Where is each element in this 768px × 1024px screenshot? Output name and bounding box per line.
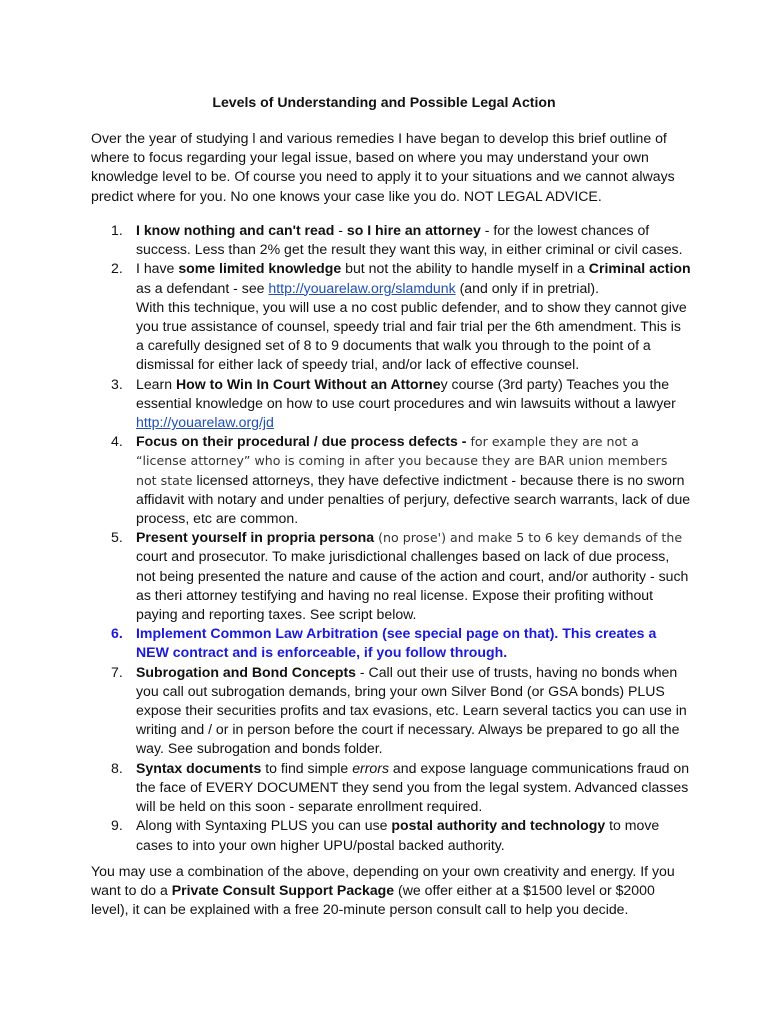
item-heading: How to Win In Court Without an Attorne — [175, 375, 441, 392]
list-number: 6. — [111, 625, 123, 642]
item-light-text: for example they are not a “license attorney” who is coming in after you because they are BAR union members not state — [136, 434, 668, 488]
list-item: 1. I know nothing and can't read - so I hire an attorney - for the lowest chances of success. Less than 2% get the result they want this way, in either criminal or civil cases. — [111, 222, 683, 258]
item-text: to move cases to into your own higher UPU/postal backed authority. — [136, 817, 660, 853]
item-heading: Subrogation and Bond Concepts — [136, 663, 357, 680]
item-paragraph: With this technique, you will use a no cost public defender, and to show they cannot give you true assistance of counsel, speedy trial and fair trial per the 6th amendment. This is a carefully designed set of 8 to 9 documents that walk you through to the point of a dismissal for either lack of speedy trial, and/or lack of effective counsel. — [136, 298, 687, 373]
list-number: 4. — [111, 433, 123, 450]
list-number: 1. — [111, 222, 123, 238]
slamdunk-link[interactable]: http://youarelaw.org/slamdunk — [268, 279, 456, 296]
item-text: y course (3rd party) Teaches you the essential knowledge on how to use court procedures and win lawsuits without a lawyer — [136, 375, 676, 411]
intro-paragraph: Over the year of studying l and various remedies I have began to develop this brief outline of where to focus regarding your legal issue, based on where you may understand your own knowledge level to be. Of course you need to apply it to your situations and we cannot always predict where for you. No one knows your case like you do. NOT LEGAL ADVICE. — [91, 130, 675, 204]
item-heading-part: so I hire an attorney — [346, 222, 481, 238]
list-item — [91, 432, 691, 528]
item-text: - Call out their use of trusts, having no bonds when you call out subrogation demands, bring your own Silver Bond (or GSA bonds) PLUS expose their securities profits and tax evasions, etc. Learn several tactics you can use in writing and / or in person before the court if necessary. Always be prepared to go all the way. See subrogation and bonds folder. — [136, 663, 687, 757]
item-highlight-text: Implement Common Law Arbitration (see special page on that). This creates a NEW contract and is enforceable, if you follow through. — [136, 625, 657, 661]
item-text: but not the ability to handle myself in a — [341, 260, 589, 277]
list-item — [91, 528, 691, 624]
item-heading: Present yourself in propria persona — [136, 529, 375, 546]
list-item — [91, 759, 691, 817]
list-number: 5. — [111, 529, 123, 546]
closing-bold: Private Consult Support Package — [171, 882, 395, 899]
action-levels-list — [91, 221, 691, 855]
item-text: I have — [136, 260, 179, 277]
item-heading: some limited knowledge — [178, 260, 342, 277]
item-heading: Criminal action — [588, 260, 691, 277]
list-item — [91, 663, 691, 759]
closing-text: (we offer either at a $1500 level or $2000 level), it can be explained with a free 20-minute person consult call to help you decide. — [91, 882, 655, 918]
item-light-text: (no prose') and make 5 to 6 key demands of the — [374, 530, 683, 546]
item-heading: I know nothing and can't read — [136, 222, 335, 238]
item-text: licensed attorneys, they have defective indictment - because there is no sworn affidavit with notary and under penalties of perjury, defective search warrants, lack of due process, etc are common. — [136, 471, 691, 527]
item-heading: Focus on their procedural / due process defects - — [136, 433, 467, 450]
list-number: 2. — [111, 260, 123, 277]
item-text: (and only if in pretrial). — [455, 279, 600, 296]
item-text: Along with Syntaxing PLUS you can use — [136, 817, 392, 834]
item-heading: Syntax documents — [136, 759, 262, 776]
item-text: court and prosecutor. To make jurisdictional challenges based on lack of due process, not being presented the nature and cause of the action and court, and/or authority - such as theri attorney testifying and having no real license. Expose their profiting without paying and reporting taxes. See script below. — [136, 548, 689, 623]
closing-text: You may use a combination of the above, depending on your own creativity and energy. If you want to do a — [91, 863, 675, 899]
item-text: and expose language communications fraud on the face of EVERY DOCUMENT they send you from the legal system. Advanced classes will be held on this soon - separate enrollment required. — [136, 759, 690, 815]
list-number: 8. — [111, 759, 123, 776]
list-number: 9. — [111, 817, 123, 834]
document-title: Levels of Understanding and Possible Legal Action — [212, 94, 556, 110]
list-item — [91, 259, 691, 374]
item-text: to find simple — [261, 759, 353, 776]
jd-link[interactable]: http://youarelaw.org/jd — [136, 414, 274, 431]
item-text: - for the lowest chances of success. Less than 2% get the result they want this way, in either criminal or civil cases. — [136, 222, 683, 258]
list-number: 7. — [111, 663, 123, 680]
closing-paragraph — [91, 862, 691, 920]
list-item — [91, 624, 691, 662]
list-item — [91, 816, 691, 854]
item-text: Learn — [136, 375, 176, 392]
list-item — [91, 375, 691, 433]
item-italic: errors — [352, 759, 389, 776]
list-number: 3. — [111, 375, 123, 392]
item-text: as a defendant - see — [136, 279, 269, 296]
item-heading: postal authority and technology — [391, 817, 606, 834]
